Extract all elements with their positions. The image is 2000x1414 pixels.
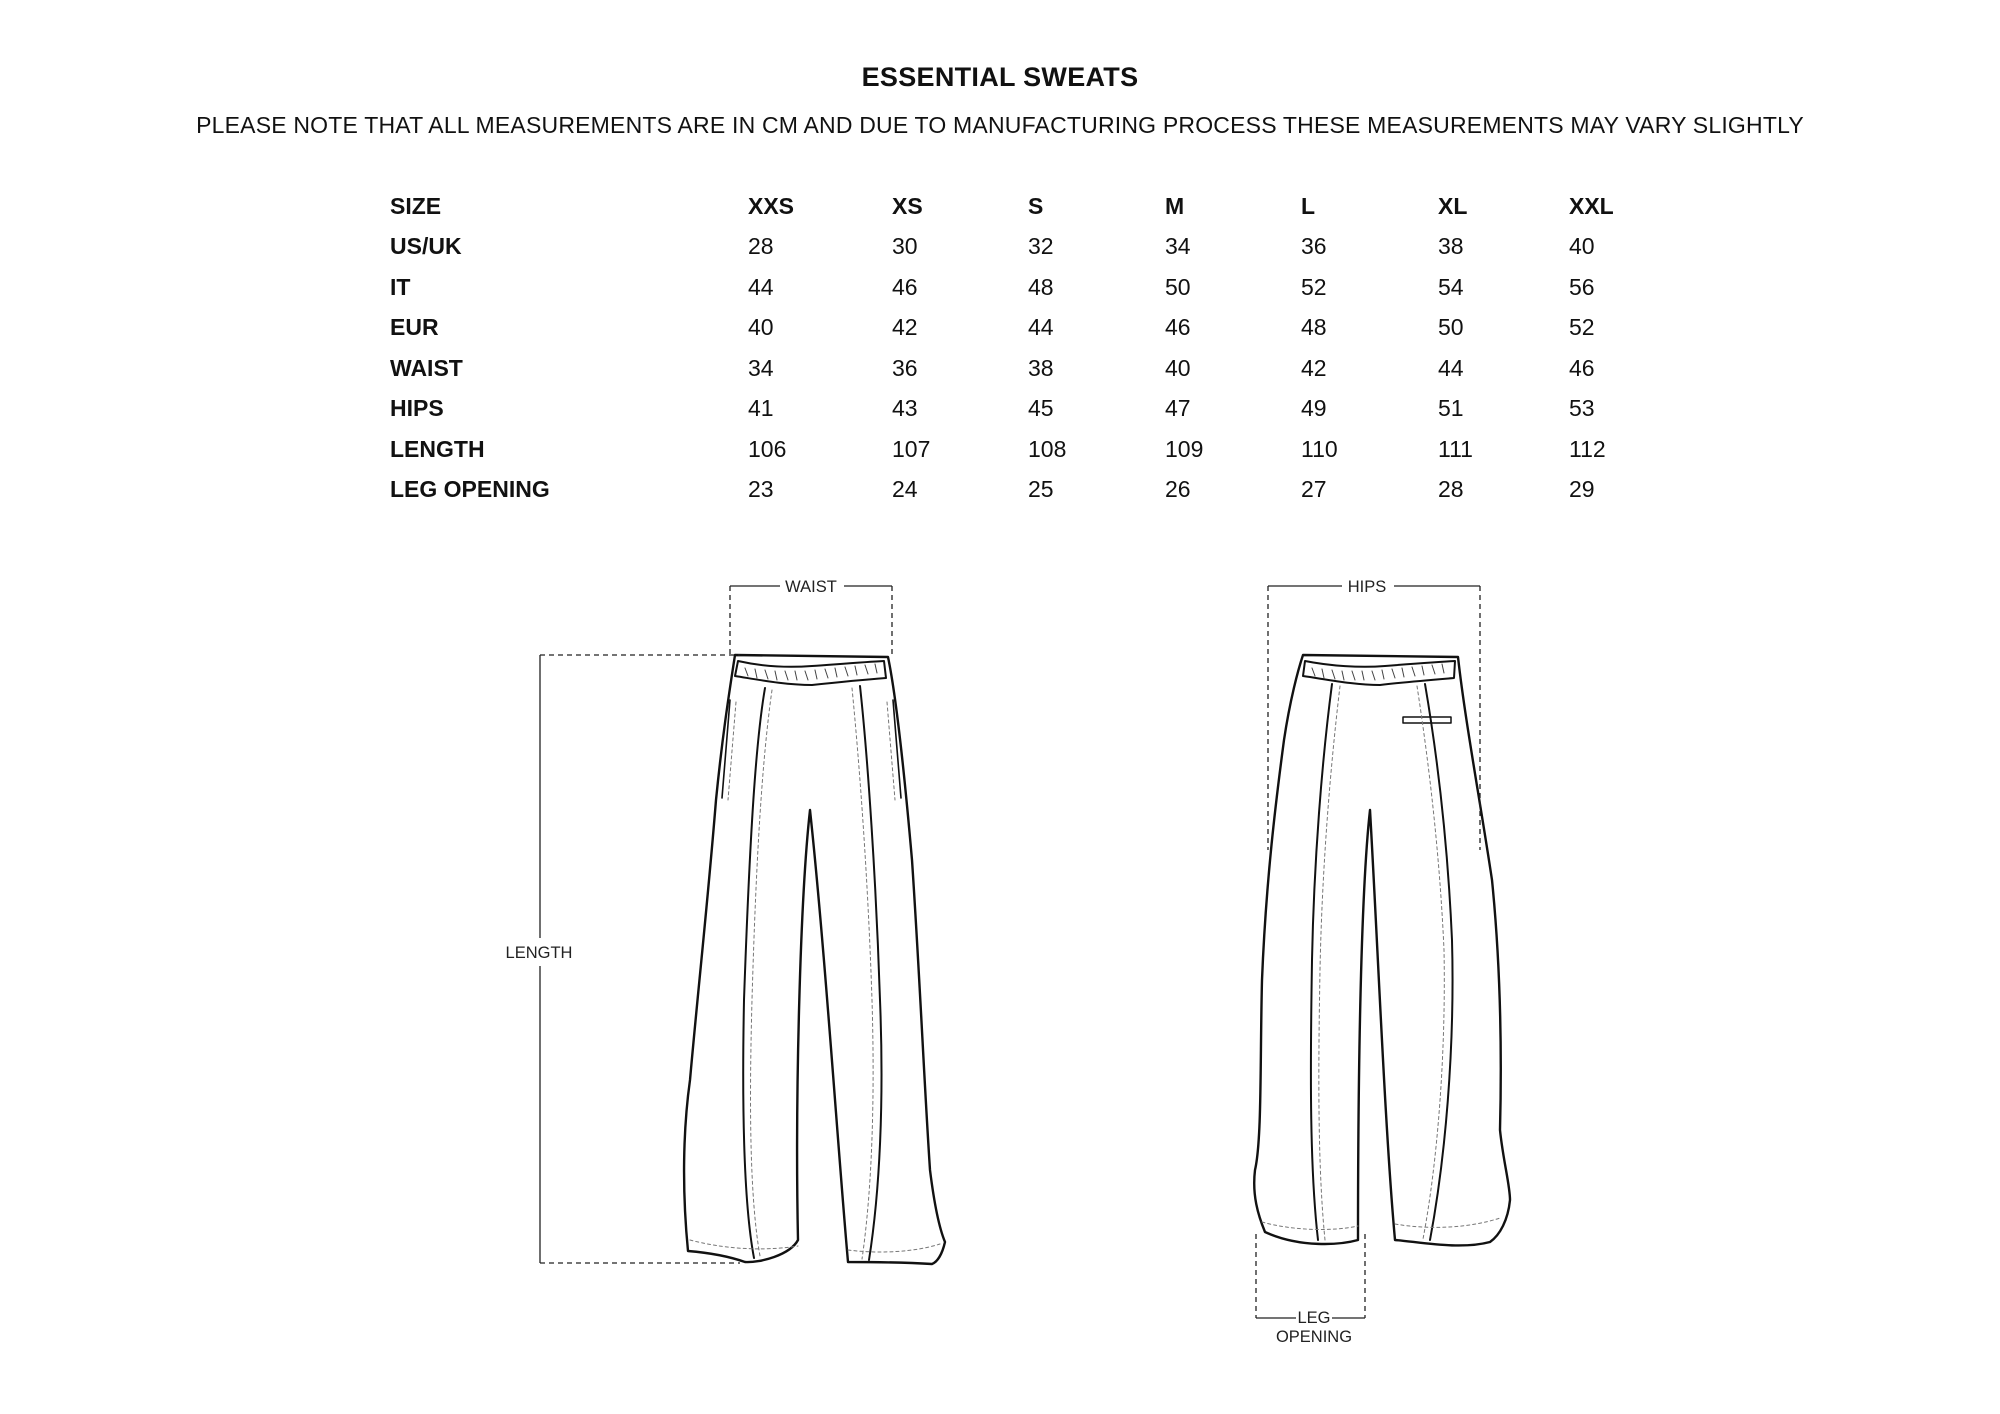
size-col-header: XS <box>892 192 923 219</box>
table-cell: 42 <box>1301 354 1327 381</box>
table-cell: 106 <box>748 435 787 462</box>
table-cell: 48 <box>1301 314 1327 341</box>
size-header-label: SIZE <box>390 192 442 219</box>
row-label: LEG OPENING <box>390 476 550 503</box>
table-cell: 46 <box>892 273 918 300</box>
table-cell: 107 <box>892 435 931 462</box>
table-cell: 25 <box>1028 476 1054 503</box>
row-label: IT <box>390 273 411 300</box>
table-cell: 51 <box>1438 395 1464 422</box>
table-cell: 47 <box>1165 395 1191 422</box>
size-col-header: M <box>1165 192 1185 219</box>
table-cell: 48 <box>1028 273 1054 300</box>
table-cell: 50 <box>1438 314 1464 341</box>
table-cell: 49 <box>1301 395 1327 422</box>
row-label: US/UK <box>390 233 462 260</box>
table-cell: 52 <box>1569 314 1595 341</box>
table-cell: 46 <box>1165 314 1191 341</box>
table-cell: 26 <box>1165 476 1191 503</box>
back-pants-illustration <box>1254 655 1510 1245</box>
length-label: LENGTH <box>505 944 573 962</box>
table-cell: 40 <box>1569 233 1595 260</box>
table-cell: 36 <box>892 354 918 381</box>
size-col-header: XL <box>1438 192 1468 219</box>
table-cell: 44 <box>748 273 774 300</box>
table-cell: 111 <box>1438 435 1473 462</box>
table-cell: 34 <box>1165 233 1191 260</box>
leg-opening-guide-drops <box>1256 1234 1365 1318</box>
hips-label: HIPS <box>1347 578 1387 596</box>
leg-opening-label-line1: LEG <box>1297 1309 1331 1327</box>
size-col-header: L <box>1301 192 1316 219</box>
size-col-header: S <box>1028 192 1044 219</box>
waist-guide-drops <box>730 586 892 655</box>
table-cell: 36 <box>1301 233 1327 260</box>
table-cell: 110 <box>1301 435 1338 462</box>
table-cell: 40 <box>748 314 774 341</box>
table-cell: 44 <box>1438 354 1464 381</box>
table-cell: 54 <box>1438 273 1464 300</box>
table-cell: 41 <box>748 395 774 422</box>
table-cell: 43 <box>892 395 918 422</box>
table-cell: 23 <box>748 476 774 503</box>
table-cell: 52 <box>1301 273 1327 300</box>
table-cell: 108 <box>1028 435 1067 462</box>
table-cell: 27 <box>1301 476 1327 503</box>
row-label: LENGTH <box>390 435 485 462</box>
measurement-note: PLEASE NOTE THAT ALL MEASUREMENTS ARE IN CM AND DUE TO MANUFACTURING PROCESS THESE MEASUREMENTS MAY VARY SLIGHTLY <box>196 112 1804 138</box>
table-cell: 24 <box>892 476 918 503</box>
table-cell: 53 <box>1569 395 1595 422</box>
table-cell: 28 <box>1438 476 1464 503</box>
table-cell: 42 <box>892 314 918 341</box>
table-cell: 28 <box>748 233 774 260</box>
table-cell: 32 <box>1028 233 1054 260</box>
table-cell: 38 <box>1438 233 1464 260</box>
leg-opening-label-line2: OPENING <box>1275 1328 1353 1346</box>
table-cell: 50 <box>1165 273 1191 300</box>
table-cell: 38 <box>1028 354 1054 381</box>
table-cell: 44 <box>1028 314 1054 341</box>
size-col-header: XXL <box>1569 192 1614 219</box>
table-cell: 112 <box>1569 435 1606 462</box>
size-col-header: XXS <box>748 192 795 219</box>
chart-title: ESSENTIAL SWEATS <box>861 62 1139 92</box>
row-label: WAIST <box>390 354 463 381</box>
front-pants-illustration <box>684 655 945 1264</box>
table-cell: 29 <box>1569 476 1595 503</box>
row-label: EUR <box>390 314 439 341</box>
waist-label: WAIST <box>785 578 837 596</box>
table-cell: 46 <box>1569 354 1595 381</box>
table-cell: 40 <box>1165 354 1191 381</box>
row-label: HIPS <box>390 395 444 422</box>
table-cell: 45 <box>1028 395 1054 422</box>
table-cell: 34 <box>748 354 774 381</box>
table-cell: 56 <box>1569 273 1595 300</box>
table-cell: 109 <box>1165 435 1204 462</box>
table-cell: 30 <box>892 233 918 260</box>
